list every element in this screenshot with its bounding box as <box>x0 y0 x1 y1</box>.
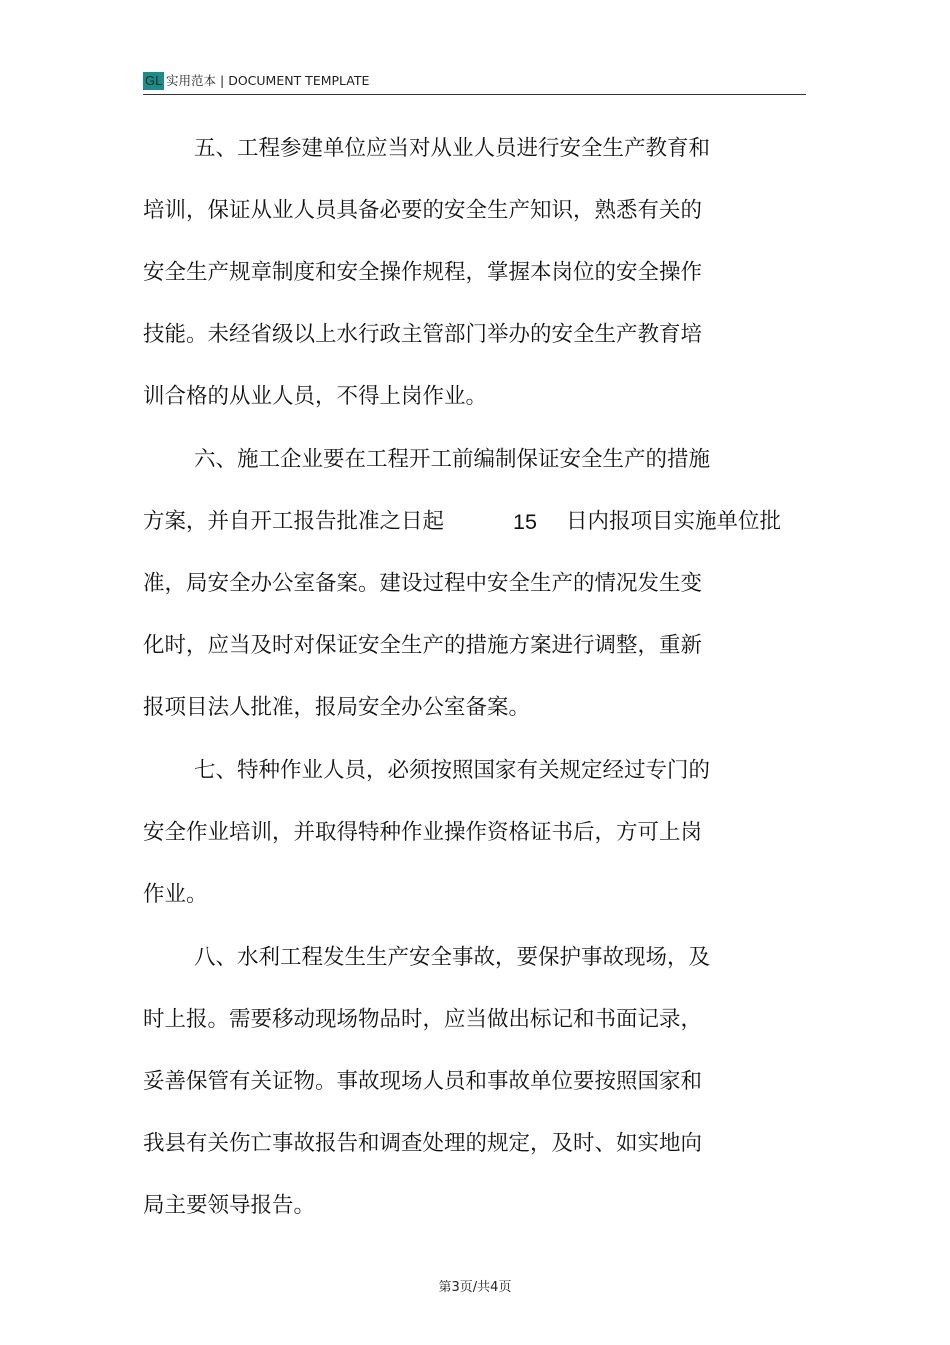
paragraph-8-line-3: 妥善保管有关证物。事故现场人员和事故单位要按照国家和 <box>143 1069 703 1094</box>
paragraph-7-line-3: 作业。 <box>143 882 208 907</box>
paragraph-8-line-1: 八、水利工程发生生产安全事故，要保护事故现场，及 <box>194 945 711 970</box>
paragraph-8-line-2: 时上报。需要移动现场物品时，应当做出标记和书面记录， <box>143 1007 703 1032</box>
paragraph-6-line-1: 六、施工企业要在工程开工前编制保证安全生产的措施 <box>194 447 711 472</box>
paragraph-5-line-5: 训合格的从业人员，不得上岗作业。 <box>143 384 488 409</box>
paragraph-5-line-1: 五、工程参建单位应当对从业人员进行安全生产教育和 <box>194 136 711 161</box>
paragraph-6-line-2a: 方案，并自开工报告批准之日起 <box>143 509 445 534</box>
paragraph-6-line-2b: 日内报项目实施单位批 <box>566 509 782 534</box>
header-title: 实用范本 | DOCUMENT TEMPLATE <box>166 73 370 88</box>
paragraph-5-line-2: 培训，保证从业人员具备必要的安全生产知识，熟悉有关的 <box>143 198 703 223</box>
paragraph-6-line-3: 准，局安全办公室备案。建设过程中安全生产的情况发生变 <box>143 571 703 596</box>
paragraph-7-line-2: 安全作业培训，并取得特种作业操作资格证书后，方可上岗 <box>143 820 703 845</box>
paragraph-5-line-3: 安全生产规章制度和安全操作规程，掌握本岗位的安全操作 <box>143 260 703 285</box>
page-number: 第3页/共4页 <box>438 1280 512 1295</box>
page-header <box>143 70 806 95</box>
paragraph-8-line-4: 我县有关伤亡事故报告和调查处理的规定，及时、如实地向 <box>143 1131 703 1156</box>
paragraph-6-line-4: 化时，应当及时对保证安全生产的措施方案进行调整，重新 <box>143 633 703 658</box>
paragraph-6-line-5: 报项目法人批准，报局安全办公室备案。 <box>143 695 531 720</box>
paragraph-8-line-5: 局主要领导报告。 <box>143 1193 316 1218</box>
paragraph-6-number: 15 <box>513 510 537 534</box>
paragraph-7-line-1: 七、特种作业人员，必须按照国家有关规定经过专门的 <box>194 758 711 783</box>
gl-logo: GL <box>145 73 163 88</box>
paragraph-5-line-4: 技能。未经省级以上水行政主管部门举办的安全生产教育培 <box>143 322 703 347</box>
